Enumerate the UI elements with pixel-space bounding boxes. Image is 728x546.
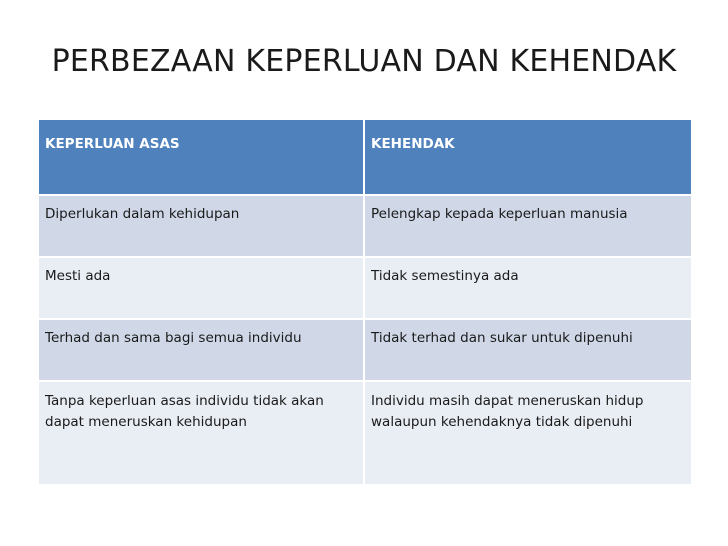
table-row bbox=[38, 381, 692, 485]
table-row bbox=[38, 257, 692, 319]
table-cell: Mesti ada bbox=[38, 257, 364, 319]
header-keperluan-asas: KEPERLUAN ASAS bbox=[38, 119, 364, 195]
comparison-table bbox=[37, 118, 693, 486]
table-row bbox=[38, 319, 692, 381]
table-cell: Terhad dan sama bagi semua individu bbox=[38, 319, 364, 381]
header-kehendak: KEHENDAK bbox=[364, 119, 692, 195]
table-cell: Individu masih dapat meneruskan hidup walaupun kehendaknya tidak dipenuhi bbox=[364, 381, 692, 485]
table-header-row bbox=[38, 119, 692, 195]
slide-title: PERBEZAAN KEPERLUAN DAN KEHENDAK bbox=[51, 44, 677, 79]
table-cell: Diperlukan dalam kehidupan bbox=[38, 195, 364, 257]
table-cell: Tanpa keperluan asas individu tidak akan dapat meneruskan kehidupan bbox=[38, 381, 364, 485]
table-cell: Tidak terhad dan sukar untuk dipenuhi bbox=[364, 319, 692, 381]
table-cell: Tidak semestinya ada bbox=[364, 257, 692, 319]
table-row bbox=[38, 195, 692, 257]
table-cell: Pelengkap kepada keperluan manusia bbox=[364, 195, 692, 257]
